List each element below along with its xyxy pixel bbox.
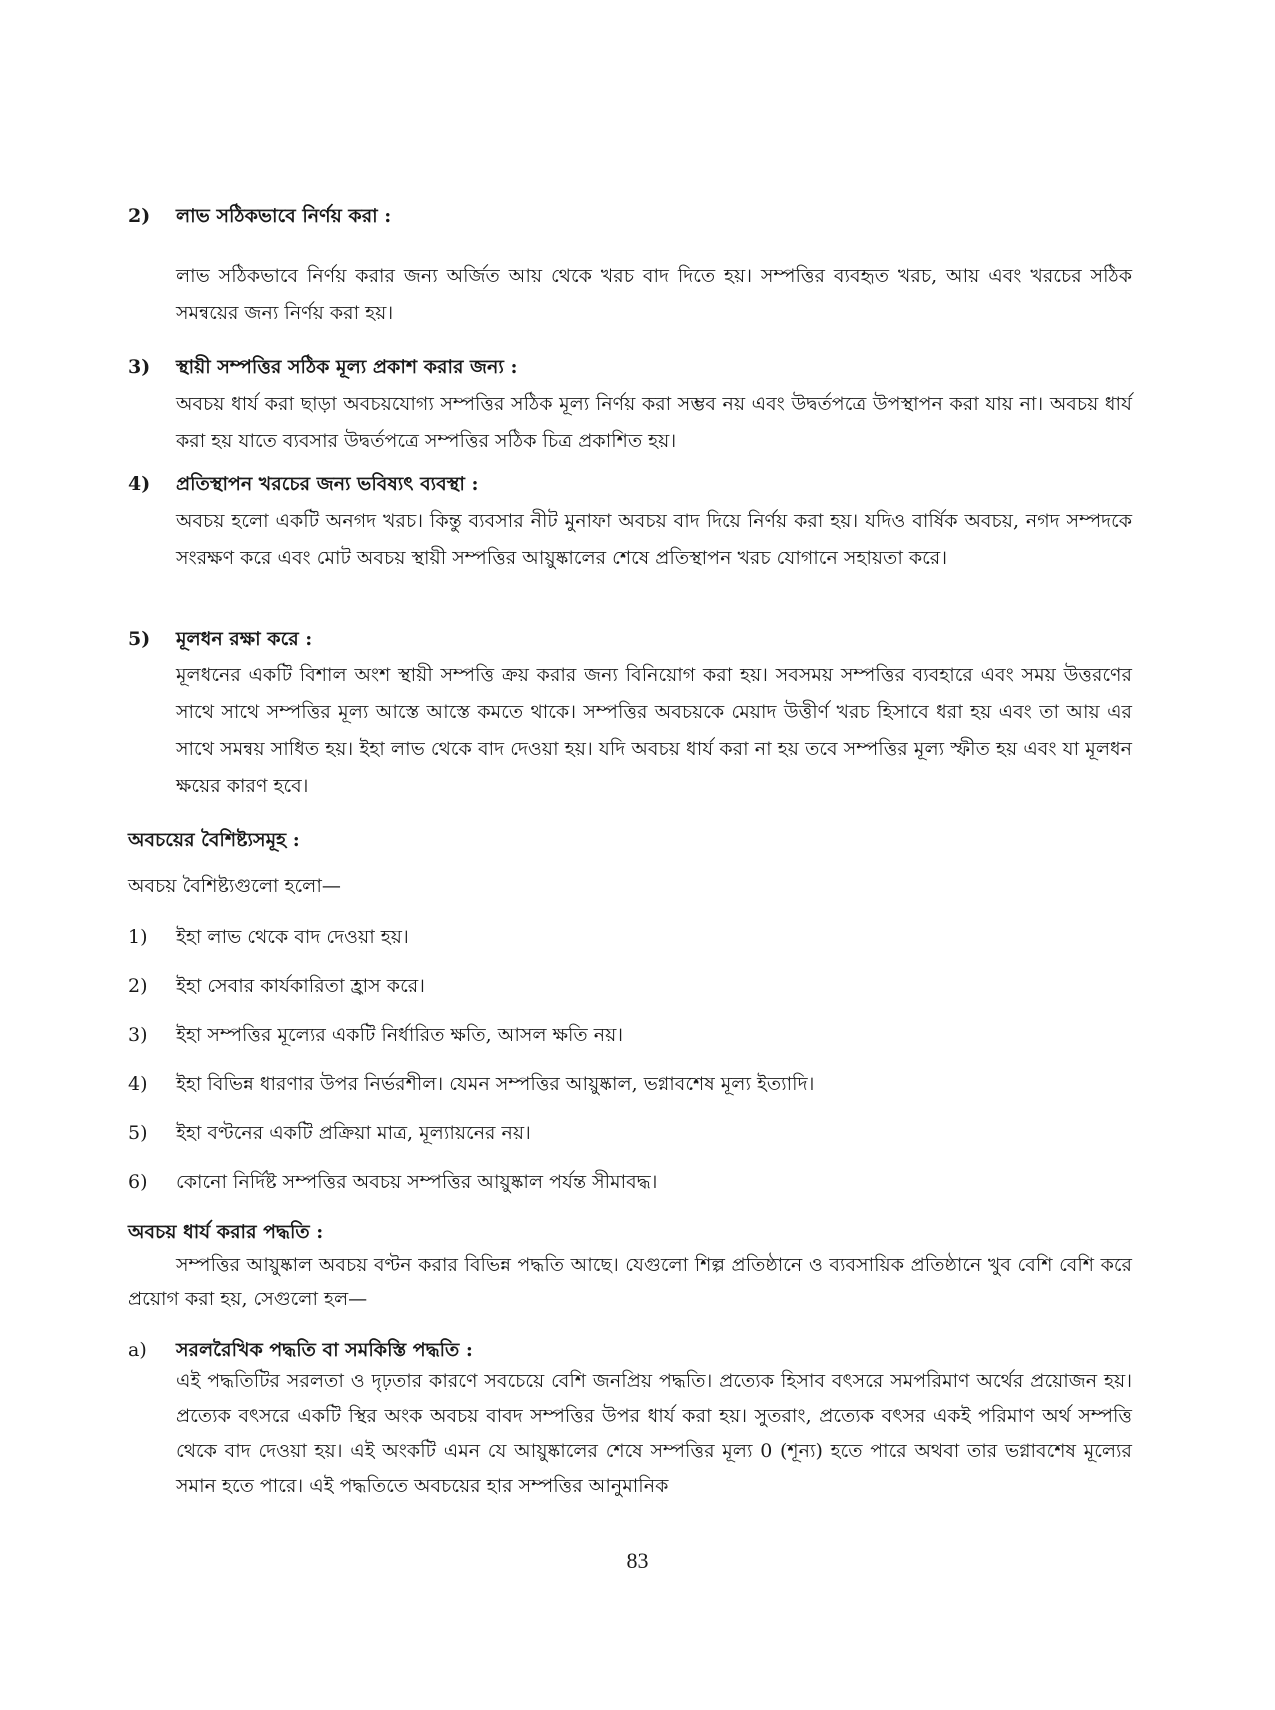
- feature-item: [128, 1023, 623, 1047]
- page-number: 83: [626, 1548, 649, 1573]
- section-3-title: স্থায়ী সম্পত্তির সঠিক মূল্য প্রকাশ করার জন্য :: [176, 356, 518, 378]
- feature-item-text: ইহা সম্পত্তির মূল্যের একটি নির্ধারিত ক্ষতি, আসল ক্ষতি নয়।: [176, 1024, 624, 1046]
- section-4-heading: [128, 472, 478, 496]
- methods-title: অবচয় ধার্য করার পদ্ধতি :: [128, 1221, 324, 1243]
- feature-item-number: 5): [128, 1122, 148, 1144]
- feature-item-number: 6): [128, 1171, 148, 1193]
- method-a-body: এই পদ্ধতিটির সরলতা ও দৃঢ়তার কারণে সবচেয়ে বেশি জনপ্রিয় পদ্ধতি। প্রত্যেক হিসাব বৎসরে সমপরিমাণ অর্থের প্রয়োজন হয়। প্রত্যেক বৎসরে একটি স্থির অংক অবচয় বাবদ সম্পত্তির উপর ধার্য করা হয়। সুতরাং, প্রত্যেক বৎসর একই পরিমাণ অর্থ সম্পত্তি থেকে বাদ দেওয়া হয়। এই অংকটি এমন যে আয়ুষ্কালের শেষে সম্পত্তির মূল্য 0 (শূন্য) হতে পারে অথবা তার ভগ্নাবশেষ মূল্যের সমান হতে পারে। এই পদ্ধতিতে অবচয়ের হার সম্পত্তির আনুমানিক: [176, 1370, 1132, 1497]
- method-a-title: সরলরৈখিক পদ্ধতি বা সমকিস্তি পদ্ধতি :: [176, 1339, 473, 1361]
- feature-item-text: কোনো নির্দিষ্ট সম্পত্তির অবচয় সম্পত্তির আয়ুষ্কাল পর্যন্ত সীমাবদ্ধ।: [176, 1171, 658, 1193]
- section-4-number: 4): [128, 473, 151, 495]
- section-5-title: মূলধন রক্ষা করে :: [176, 628, 313, 650]
- section-4-title: প্রতিস্থাপন খরচের জন্য ভবিষ্যৎ ব্যবস্থা :: [176, 473, 479, 495]
- method-a-number: a): [128, 1339, 147, 1361]
- feature-item-number: 4): [128, 1073, 148, 1095]
- section-3-heading: [128, 355, 518, 379]
- feature-item-text: ইহা লাভ থেকে বাদ দেওয়া হয়।: [176, 926, 409, 948]
- section-2-body: লাভ সঠিকভাবে নির্ণয় করার জন্য অর্জিত আয় থেকে খরচ বাদ দিতে হয়। সম্পত্তির ব্যবহৃত খরচ, আয় এবং খরচের সঠিক সমন্বয়ের জন্য নির্ণয় করা হয়।: [176, 265, 1132, 324]
- feature-item: [128, 925, 409, 949]
- feature-item-number: 1): [128, 926, 148, 948]
- feature-item-text: ইহা বিভিন্ন ধারণার উপর নির্ভরশীল। যেমন সম্পত্তির আয়ুষ্কাল, ভগ্নাবশেষ মূল্য ইত্যাদি।: [176, 1073, 815, 1095]
- section-2-number: 2): [128, 205, 151, 227]
- feature-item-text: ইহা বণ্টনের একটি প্রক্রিয়া মাত্র, মূল্যায়নের নয়।: [176, 1122, 531, 1144]
- feature-item: [128, 1170, 657, 1194]
- feature-item: [128, 1072, 814, 1096]
- methods-intro: সম্পত্তির আয়ুষ্কাল অবচয় বণ্টন করার বিভিন্ন পদ্ধতি আছে। যেগুলো শিল্প প্রতিষ্ঠানে ও ব্যবসায়িক প্রতিষ্ঠানে খুব বেশি বেশি করে প্রয়োগ করা হয়, সেগুলো হল—: [128, 1254, 1132, 1310]
- section-2-title: লাভ সঠিকভাবে নির্ণয় করা :: [176, 205, 392, 227]
- feature-item-number: 3): [128, 1024, 148, 1046]
- method-a-heading: [128, 1338, 473, 1362]
- section-4-body: অবচয় হলো একটি অনগদ খরচ। কিন্তু ব্যবসার নীট মুনাফা অবচয় বাদ দিয়ে নির্ণয় করা হয়। যদিও বার্ষিক অবচয়, নগদ সম্পদকে সংরক্ষণ করে এবং মোট অবচয় স্থায়ী সম্পত্তির আয়ুষ্কালের শেষে প্রতিস্থাপন খরচ যোগানে সহায়তা করে।: [176, 510, 1132, 569]
- features-intro: অবচয় বৈশিষ্ট্যগুলো হলো—: [128, 875, 341, 897]
- section-5-number: 5): [128, 628, 151, 650]
- section-5-body: মূলধনের একটি বিশাল অংশ স্থায়ী সম্পত্তি ক্রয় করার জন্য বিনিয়োগ করা হয়। সবসময় সম্পত্তির ব্যবহারে এবং সময় উত্তরণের সাথে সাথে সম্পত্তির মূল্য আস্তে আস্তে কমতে থাকে। সম্পত্তির অবচয়কে মেয়াদ উত্তীর্ণ খরচ হিসাবে ধরা হয় এবং তা আয় এর সাথে সমন্বয় সাধিত হয়। ইহা লাভ থেকে বাদ দেওয়া হয়। যদি অবচয় ধার্য করা না হয় তবে সম্পত্তির মূল্য স্ফীত হয় এবং যা মূলধন ক্ষয়ের কারণ হবে।: [176, 664, 1132, 797]
- feature-item-number: 2): [128, 975, 148, 997]
- section-2-heading: [128, 204, 391, 228]
- feature-item: [128, 1121, 531, 1145]
- feature-item-text: ইহা সেবার কার্যকারিতা হ্রাস করে।: [176, 975, 425, 997]
- features-title: অবচয়ের বৈশিষ্ট্যসমূহ :: [128, 829, 300, 851]
- section-3-body: অবচয় ধার্য করা ছাড়া অবচয়যোগ্য সম্পত্তির সঠিক মূল্য নির্ণয় করা সম্ভব নয় এবং উদ্বর্তপত্রে উপস্থাপন করা যায় না। অবচয় ধার্য করা হয় যাতে ব্যবসার উদ্বর্তপত্রে সম্পত্তির সঠিক চিত্র প্রকাশিত হয়।: [176, 393, 1132, 452]
- section-5-heading: [128, 627, 312, 651]
- section-3-number: 3): [128, 356, 151, 378]
- feature-item: [128, 974, 425, 998]
